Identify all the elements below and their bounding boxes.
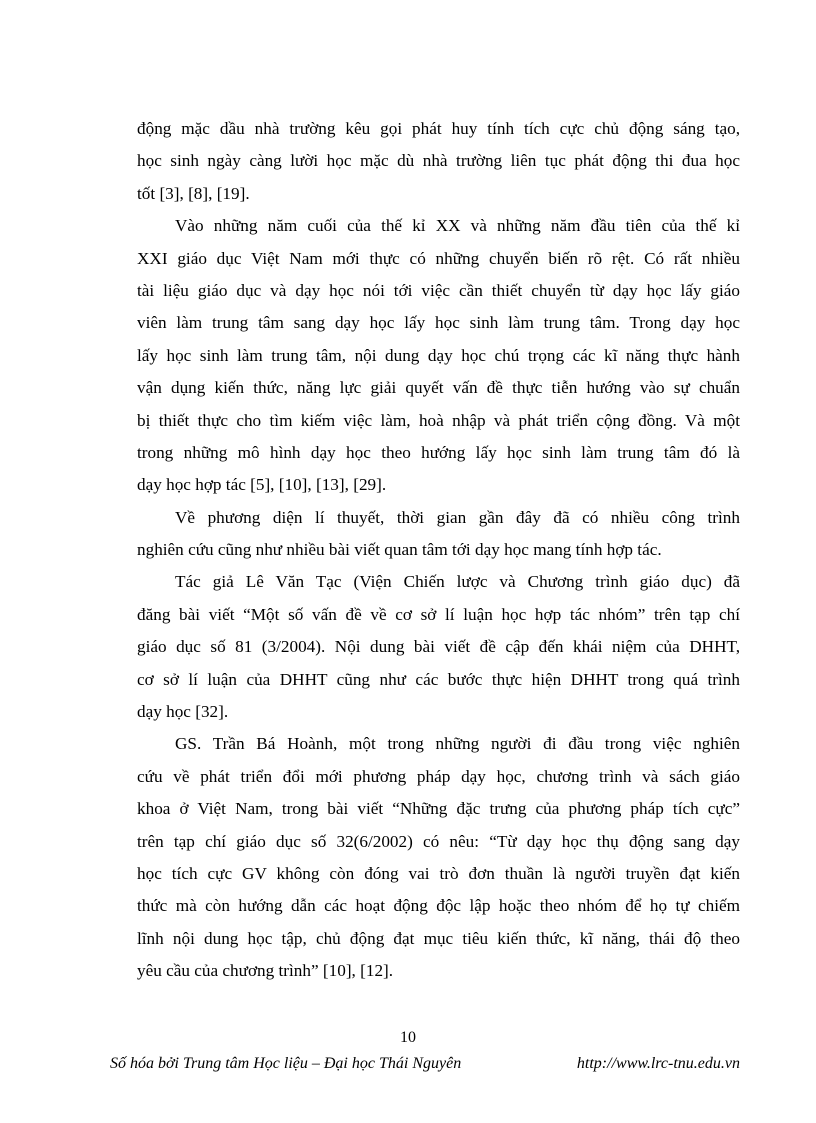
text-line: nghiên cứu cũng như nhiều bài viết quan tâm tới dạy học mang tính hợp tác. (137, 540, 662, 560)
text-line: Vào những năm cuối của thế kỉ XX và những năm đầu tiên của thế kỉ (175, 216, 740, 236)
text-line: tốt [3], [8], [19]. (137, 183, 250, 203)
text-line: dạy học hợp tác [5], [10], [13], [29]. (137, 475, 387, 495)
text-line: đăng bài viết “Một số vấn đề về cơ sở lí luận học hợp tác nhóm” trên tạp chí (137, 604, 740, 624)
paragraph (137, 113, 740, 210)
page-footer (110, 1055, 740, 1073)
text-line: học sinh ngày càng lười học mặc dù nhà trường liên tục phát động thi đua học (137, 151, 740, 171)
text-line: lấy học sinh làm trung tâm, nội dung dạy học chú trọng các kĩ năng thực hành (137, 345, 740, 365)
text-line: động mặc dầu nhà trường kêu gọi phát huy tính tích cực chủ động sáng tạo, (137, 119, 740, 138)
text-line: cơ sở lí luận của DHHT cũng như các bước thực hiện DHHT trong quá trình (137, 669, 740, 689)
text-line: Về phương diện lí thuyết, thời gian gần đây đã có nhiều công trình (175, 507, 740, 527)
text-line: GS. Trần Bá Hoành, một trong những người đi đầu trong việc nghiên (175, 734, 740, 754)
text-line: thức mà còn hướng dẫn các hoạt động độc lập hoặc theo nhóm để họ tự chiếm (137, 896, 740, 916)
paragraph (137, 728, 740, 987)
text-line: dạy học [32]. (137, 702, 229, 722)
text-line: học tích cực GV không còn đóng vai trò đơn thuần là người truyền đạt kiến (137, 863, 740, 883)
text-line: trên tạp chí giáo dục số 32(6/2002) có nêu: “Từ dạy học thụ động sang dạy (137, 831, 740, 851)
text-line: lĩnh nội dung học tập, chủ động đạt mục tiêu kiến thức, kĩ năng, thái độ theo (137, 928, 740, 948)
page-number: 10 (400, 1029, 416, 1046)
paragraph (137, 502, 740, 567)
paragraph (137, 210, 740, 502)
text-line: vận dụng kiến thức, năng lực giải quyết vấn đề thực tiễn hướng vào sự chuẩn (137, 378, 740, 398)
text-line: bị thiết thực cho tìm kiếm việc làm, hoà nhập và phát triển cộng đồng. Và một (137, 410, 740, 430)
text-line: XXI giáo dục Việt Nam mới thực có những chuyển biến rõ rệt. Có rất nhiều (137, 248, 740, 268)
text-line: trong những mô hình dạy học theo hướng lấy học sinh làm trung tâm đó là (137, 442, 740, 462)
text-line: yêu cầu của chương trình” [10], [12]. (137, 961, 394, 981)
text-line: Tác giả Lê Văn Tạc (Viện Chiến lược và Chương trình giáo dục) đã (175, 572, 740, 592)
footer-source: Số hóa bởi Trung tâm Học liệu – Đại học Thái Nguyên (110, 1055, 462, 1072)
text-line: tài liệu giáo dục và dạy học nói tới việc cần thiết chuyển từ dạy học lấy giáo (137, 280, 740, 300)
text-line: khoa ở Việt Nam, trong bài viết “Những đặc trưng của phương pháp tích cực” (137, 799, 740, 819)
footer-url[interactable]: http://www.lrc-tnu.edu.vn (576, 1055, 740, 1072)
paragraph (137, 566, 740, 728)
document-body (137, 113, 740, 988)
text-line: giáo dục số 81 (3/2004). Nội dung bài viết đề cập đến khái niệm của DHHT, (137, 637, 740, 657)
text-line: cứu về phát triển đổi mới phương pháp dạy học, chương trình và sách giáo (137, 766, 740, 786)
text-line: viên làm trung tâm sang dạy học lấy học sinh làm trung tâm. Trong dạy học (137, 313, 740, 333)
